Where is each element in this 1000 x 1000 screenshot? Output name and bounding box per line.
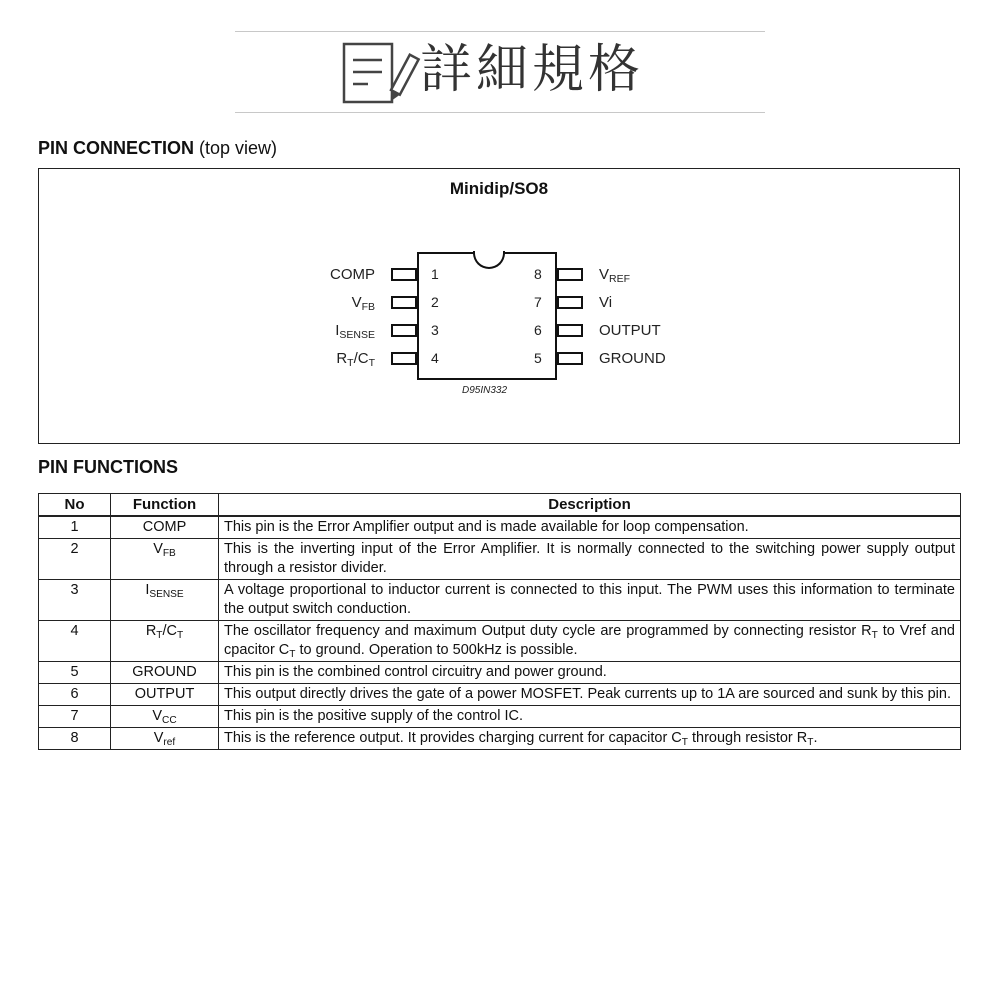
pin-label-vi xyxy=(599,294,612,311)
table-row xyxy=(39,580,961,621)
row-function xyxy=(111,728,219,750)
pin-label-vref xyxy=(599,266,630,283)
table-row xyxy=(39,728,961,750)
pin-label-sub: SENSE xyxy=(339,329,375,341)
pin-label-main: I xyxy=(335,322,340,339)
pin-number-5: 5 xyxy=(534,350,542,366)
fn-main: V xyxy=(153,730,164,746)
pin-lead-1 xyxy=(391,268,417,281)
fn-main: COMP xyxy=(142,519,187,535)
row-function xyxy=(111,516,219,539)
banner-title: 詳細規格 xyxy=(420,40,645,100)
fn-main: OUTPUT xyxy=(134,686,195,702)
pin-number-7: 7 xyxy=(534,294,542,310)
banner-top-line xyxy=(235,31,765,32)
row-description xyxy=(219,539,961,580)
row-no: 8 xyxy=(39,728,111,750)
desc-sub: T xyxy=(681,737,688,748)
desc-sub: T xyxy=(289,649,296,660)
pin-number-3: 3 xyxy=(431,322,439,338)
row-no: 1 xyxy=(39,516,111,539)
pin-label-sub: T xyxy=(347,357,354,369)
desc-text: through resistor R xyxy=(687,730,808,746)
document-pen-icon xyxy=(338,40,422,110)
pin-lead-3 xyxy=(391,324,417,337)
row-function xyxy=(111,684,219,706)
fn-main-2: /C xyxy=(162,623,177,639)
pin-label-sub: REF xyxy=(609,273,631,285)
pin-connection-heading xyxy=(38,138,277,159)
desc-text: to Vref and cpacitor C xyxy=(224,623,955,658)
row-function xyxy=(111,662,219,684)
pin-label-main: V xyxy=(599,266,610,283)
pin-number-1: 1 xyxy=(431,266,439,282)
chip-notch xyxy=(473,251,505,269)
pin-number-8: 8 xyxy=(534,266,542,282)
row-description xyxy=(219,621,961,662)
pin-label-main: COMP xyxy=(330,266,375,283)
pin-connection-heading-note: (top view) xyxy=(199,138,278,158)
desc-text: A voltage proportional to inductor current is connected to this input. The PWM uses this information to terminate the output switch conduction. xyxy=(224,582,955,617)
row-description xyxy=(219,728,961,750)
pin-label-main: GROUND xyxy=(599,350,666,367)
row-description xyxy=(219,662,961,684)
fn-main: R xyxy=(145,623,157,639)
pin-lead-6 xyxy=(557,324,583,337)
desc-text: This pin is the combined control circuitry and power ground. xyxy=(224,664,607,680)
header-no: No xyxy=(39,494,111,517)
fn-main: GROUND xyxy=(132,664,197,680)
row-no: 7 xyxy=(39,706,111,728)
row-no: 5 xyxy=(39,662,111,684)
pin-lead-2 xyxy=(391,296,417,309)
desc-text: to ground. Operation to 500kHz is possible. xyxy=(295,642,578,658)
fn-sub: T xyxy=(156,630,163,641)
row-no: 4 xyxy=(39,621,111,662)
desc-text: This pin is the positive supply of the control IC. xyxy=(224,708,524,724)
pin-lead-8 xyxy=(557,268,583,281)
row-no: 3 xyxy=(39,580,111,621)
table-row xyxy=(39,621,961,662)
pin-connection-heading-text: PIN CONNECTION xyxy=(38,138,195,158)
table-row xyxy=(39,706,961,728)
pin-label-rt-ct xyxy=(336,350,375,367)
header-description: Description xyxy=(219,494,961,517)
row-function xyxy=(111,580,219,621)
pin-label-main-2: /C xyxy=(353,350,369,367)
pin-label-main: Vi xyxy=(599,294,613,311)
banner-bottom-line xyxy=(235,112,765,113)
pin-lead-7 xyxy=(557,296,583,309)
fn-sub: SENSE xyxy=(149,589,184,600)
row-no: 6 xyxy=(39,684,111,706)
fn-main: V xyxy=(152,708,163,724)
desc-text: This is the inverting input of the Error Amplifier. It is normally connected to the switching power supply output through a resistor divider. xyxy=(224,541,955,576)
table-row xyxy=(39,662,961,684)
pin-number-6: 6 xyxy=(534,322,542,338)
desc-text: This output directly drives the gate of a power MOSFET. Peak currents up to 1A are sourced and sunk by this pin. xyxy=(224,686,951,702)
pin-diagram-box xyxy=(38,168,960,444)
pin-label-isense xyxy=(335,322,375,339)
fn-sub: FB xyxy=(162,548,176,559)
chip-code: D95IN332 xyxy=(462,385,508,396)
row-function xyxy=(111,621,219,662)
row-description xyxy=(219,684,961,706)
row-function xyxy=(111,539,219,580)
package-title: Minidip/SO8 xyxy=(449,179,549,198)
pin-label-sub: FB xyxy=(361,301,375,313)
row-function xyxy=(111,706,219,728)
fn-sub-2: T xyxy=(176,630,184,641)
desc-text: This is the reference output. It provides charging current for capacitor C xyxy=(224,730,682,746)
pin-functions-table xyxy=(38,493,961,750)
pin-label-ground xyxy=(599,350,666,367)
header-function: Function xyxy=(111,494,219,517)
table-header-row xyxy=(39,494,961,517)
table-row xyxy=(39,516,961,539)
desc-sub: T xyxy=(807,737,814,748)
pin-label-comp xyxy=(330,266,375,283)
fn-sub: ref xyxy=(163,737,176,748)
pin-label-vfb xyxy=(352,294,375,311)
pin-label-main: OUTPUT xyxy=(599,322,661,339)
desc-text: This pin is the Error Amplifier output and is made available for loop compensation. xyxy=(224,519,749,535)
pin-number-4: 4 xyxy=(431,350,439,366)
pin-functions-heading: PIN FUNCTIONS xyxy=(38,457,179,477)
desc-sub: T xyxy=(871,630,878,641)
banner xyxy=(0,0,1000,125)
table-row xyxy=(39,684,961,706)
row-description xyxy=(219,516,961,539)
pin-number-2: 2 xyxy=(431,294,439,310)
row-no: 2 xyxy=(39,539,111,580)
pin-label-main: R xyxy=(336,350,348,367)
fn-main: I xyxy=(145,582,150,598)
pin-label-main: V xyxy=(351,294,362,311)
table-row xyxy=(39,539,961,580)
pin-lead-4 xyxy=(391,352,417,365)
desc-text: . xyxy=(813,730,818,746)
fn-sub: CC xyxy=(162,715,177,726)
pin-label-sub-2: T xyxy=(368,357,375,369)
row-description xyxy=(219,580,961,621)
pin-lead-5 xyxy=(557,352,583,365)
desc-text: The oscillator frequency and maximum Output duty cycle are programmed by connecting resistor R xyxy=(224,623,872,639)
pin-label-output xyxy=(599,322,661,339)
row-description xyxy=(219,706,961,728)
fn-main: V xyxy=(153,541,163,557)
